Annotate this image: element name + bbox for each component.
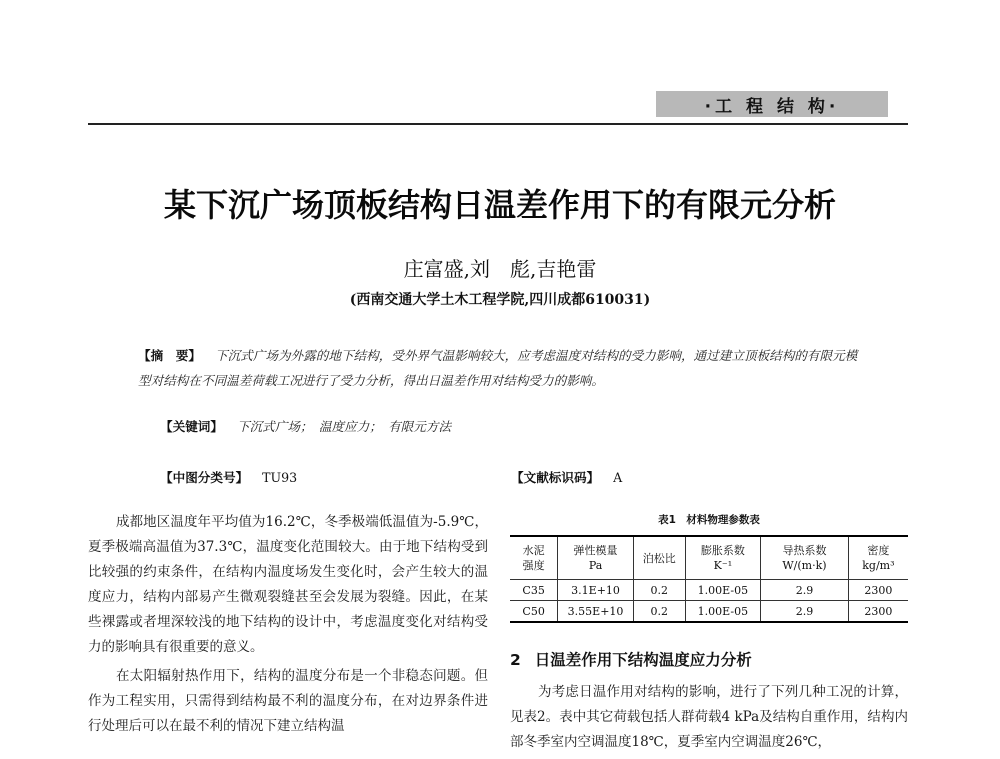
table-cell: 0.2 — [633, 601, 685, 623]
table-header-row — [510, 536, 908, 580]
paragraph: 在太阳辐射热作用下，结构的温度分布是一个非稳态问题。但作为工程实用，只需得到结构最不利的温度分布，在对边界条件进行处理后可以在最不利的情况下建立结构温 — [88, 668, 488, 734]
table-header-cell: 导热系数 W/(m·k) — [761, 536, 849, 580]
table-cell: 2300 — [848, 601, 908, 623]
section-tag: ·工 程 结 构· — [656, 91, 888, 117]
header-rule — [88, 123, 908, 125]
table-cell: C50 — [510, 601, 558, 623]
section-number: 2 — [510, 651, 521, 669]
section-title: 日温差作用下结构温度应力分析 — [534, 651, 752, 669]
table-row — [510, 601, 908, 623]
table-row — [510, 580, 908, 601]
body-left-column — [88, 510, 488, 743]
section-heading — [510, 648, 908, 670]
table-header-cell: 密度 kg/m³ — [848, 536, 908, 580]
abstract-text: 下沉式广场为外露的地下结构，受外界气温影响较大，应考虑温度对结构的受力影响，通过建立顶板结构的有限元模型对结构在不同温差荷载工况进行了受力分析，得出日温差作用对结构受力的影响。 — [138, 348, 858, 388]
classification-code: TU93 — [262, 470, 298, 485]
table-caption: 表1 材料物理参数表 — [658, 514, 760, 526]
document-id-label: 【文献标识码】 — [511, 470, 600, 485]
classification-label: 【中图分类号】 — [160, 470, 249, 485]
document-id — [511, 467, 622, 486]
paper-authors: 庄富盛,刘 彪,吉艳雷 — [403, 257, 597, 281]
table-header-cell: 弹性模量 Pa — [558, 536, 634, 580]
material-table — [510, 535, 908, 623]
abstract-label: 【摘 要】 — [138, 348, 201, 363]
table-cell: 3.55E+10 — [558, 601, 634, 623]
paper-affiliation: (西南交通大学土木工程学院,四川成都610031) — [349, 292, 651, 308]
table-cell: 2.9 — [761, 580, 849, 601]
paper-title: 某下沉广场顶板结构日温差作用下的有限元分析 — [163, 186, 836, 224]
table-cell: C35 — [510, 580, 558, 601]
table-cell: 0.2 — [633, 580, 685, 601]
paragraph: 为考虑日温作用对结构的影响，进行了下列几种工况的计算，见表2。表中其它荷载包括人群荷载4 kPa及结构自重作用，结构内部冬季室内空调温度18℃，夏季室内空调温度26℃， — [510, 684, 908, 750]
body-right-column — [510, 680, 908, 755]
keywords-text: 下沉式广场； 温度应力； 有限元方法 — [236, 419, 452, 434]
classification — [160, 467, 297, 486]
table-header-cell: 泊松比 — [633, 536, 685, 580]
table-header-cell: 水泥 强度 — [510, 536, 558, 580]
table-cell: 2300 — [848, 580, 908, 601]
table-cell: 2.9 — [761, 601, 849, 623]
table-header-cell: 膨胀系数 K⁻¹ — [685, 536, 761, 580]
table-cell: 3.1E+10 — [558, 580, 634, 601]
document-id-code: A — [613, 470, 623, 485]
table-cell: 1.00E-05 — [685, 580, 761, 601]
table-cell: 1.00E-05 — [685, 601, 761, 623]
abstract — [138, 343, 858, 393]
keywords — [160, 416, 451, 435]
paragraph: 成都地区温度年平均值为16.2℃，冬季极端低温值为-5.9℃，夏季极端高温值为37.3℃，温度变化范围较大。由于地下结构受到比较强的约束条件，在结构内温度场发生变化时，会产生较大的温度应力，结构内部易产生微观裂缝甚至会发展为裂缝。因此，在某些裸露或者埋深较浅的地下结构的设计中，考虑温度变化对结构受力的影响具有很重要的意义。 — [88, 514, 488, 655]
keywords-label: 【关键词】 — [160, 419, 223, 434]
